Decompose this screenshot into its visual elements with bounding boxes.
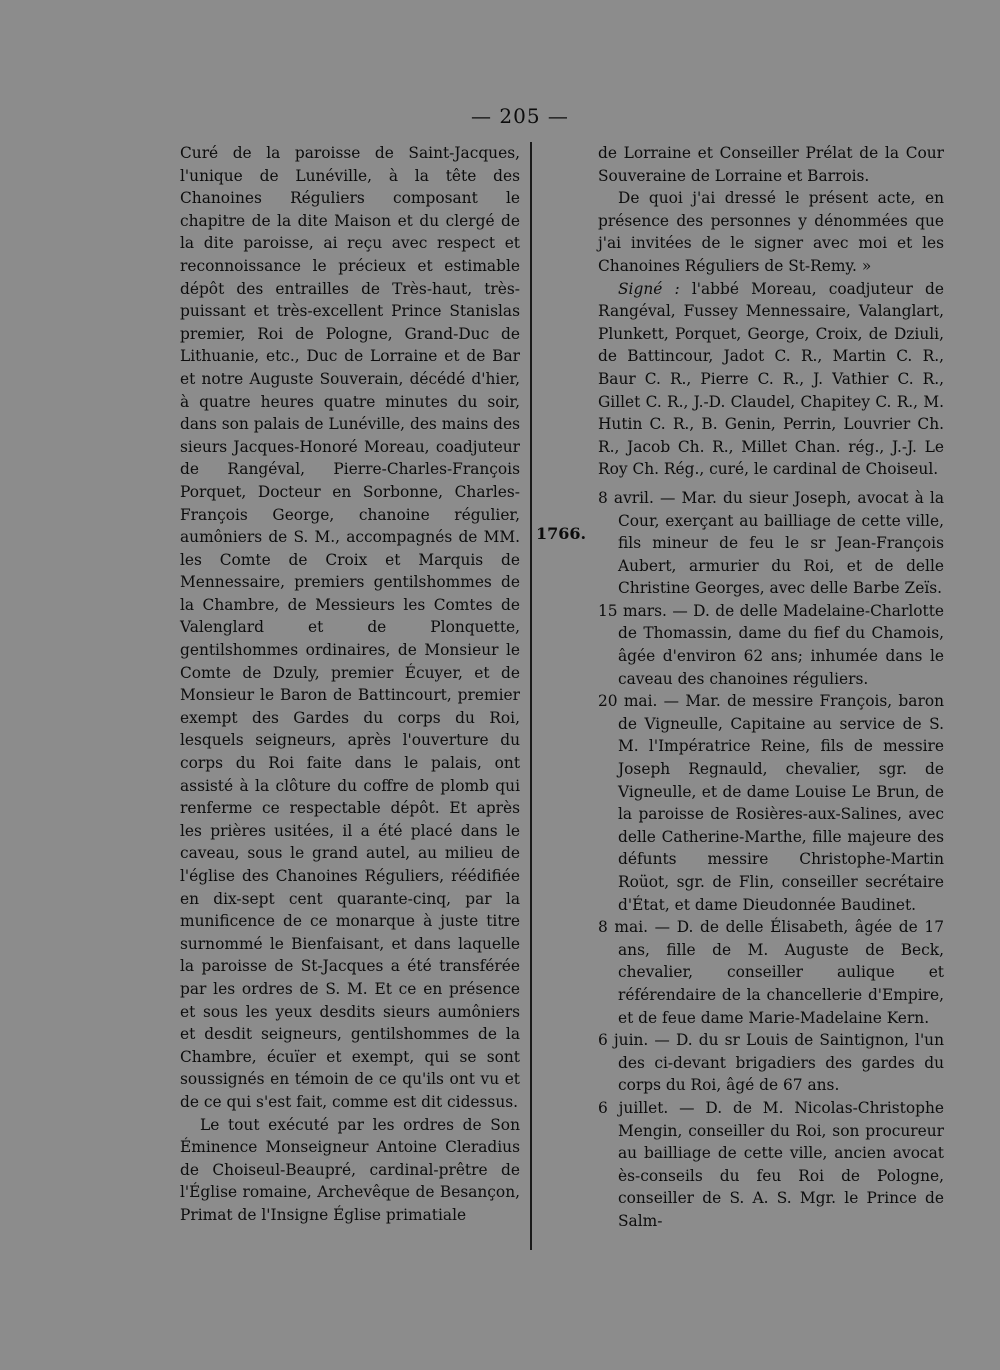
signature-text: l'abbé Moreau, coadjuteur de Rangéval, Fussey Mennessaire, Valanglart, Plunkett, Porquet, George, Croix, de Dziuli, de Battincour, Jadot C. R., Martin C. R., Baur C. R., Pierre C. R., J. Vathier C. R., Gillet C. R., J.-D. Claudel, Chapitey C. R., M. Hutin C. R., B. Genin, Perrin, Louvrier Ch. R., Jacob Ch. R., Millet Chan. rég., J.-J. Le Roy Ch. Rég., curé, le cardinal de Choiseul.: [598, 279, 944, 479]
right-paragraph-1: de Lorraine et Conseiller Prélat de la Cour Souveraine de Lorraine et Barrois.: [598, 144, 944, 185]
entry-5: 6 juin. — D. du sr Louis de Saintignon, l'un des ci-devant brigadiers des gardes du corps du Roi, âgé de 67 ans.: [598, 1031, 944, 1095]
signature-label: Signé :: [618, 279, 680, 298]
page-number: — 205 —: [471, 104, 569, 128]
signature-block: [598, 278, 944, 481]
entry-6: 6 juillet. — D. de M. Nicolas-Christophe Mengin, conseiller du Roi, son procureur au bailliage de cette ville, ancien avocat ès-conseils du feu Roi de Pologne, conseiller de S. A. S. Mgr. le Prince de Salm-: [598, 1098, 944, 1230]
entry-2: 15 mars. — D. de delle Madelaine-Charlotte de Thomassin, dame du fief du Chamois, âgée d'environ 62 ans; inhumée dans le caveau des chanoines réguliers.: [598, 601, 944, 688]
right-paragraph-2: De quoi j'ai dressé le présent acte, en présence des personnes y dénommées que j'ai invitées de le signer avec moi et les Chanoines Réguliers de St-Remy. »: [598, 189, 944, 275]
entry-3: 20 mai. — Mar. de messire François, baron de Vigneulle, Capitaine au service de S. M. l'Impératrice Reine, fils de messire Joseph Regnauld, chevalier, sgr. de Vigneulle, et de dame Louise Le Brun, de la paroisse de Rosières-aux-Salines, avec delle Catherine-Marthe, fille majeure des défunts messire Christophe-Martin Roüot, sgr. de Flin, conseiller secrétaire d'État, et dame Dieudonnée Baudinet.: [598, 692, 944, 914]
left-paragraph-1: Curé de la paroisse de Saint-Jacques, l'unique de Lunéville, à la tête des Chanoines Réguliers composant le chapitre de la dite Maison et du clergé de la dite paroisse, ai reçu avec respect et reconnoissance le précieux et estimable dépôt des entrailles de Très-haut, très-puissant et très-excellent Prince Stanislas premier, Roi de Pologne, Grand-Duc de Lithuanie, etc., Duc de Lorraine et de Bar et notre Auguste Souverain, décédé d'hier, à quatre heures quatre minutes du soir, dans son palais de Lunéville, des mains des sieurs Jacques-Honoré Moreau, coadjuteur de Rangéval, Pierre-Charles-François Porquet, Docteur en Sorbonne, Charles-François George, chanoine régulier, aumôniers de S. M., accompagnés de MM. les Comte de Croix et Marquis de Mennessaire, premiers gentilshommes de la Chambre, de Messieurs les Comtes de Valenglard et de Plonquette, gentilshommes ordinaires, de Monsieur le Comte de Dzuly, premier Écuyer, et de Monsieur le Baron de Battincourt, premier exempt des Gardes du corps du Roi, lesquels seigneurs, après l'ouverture du corps du Roi faite dans le palais, ont assisté à la clôture du coffre de plomb qui renferme ce respectable dépôt. Et après les prières usitées, il a été placé dans le caveau, sous le grand autel, au milieu de l'église des Chanoines Réguliers, réédifiée en dix-sept cent quarante-cinq, par la munificence de ce monarque à juste titre surnommé le Bienfaisant, et dans laquelle la paroisse de St-Jacques a été transférée par les ordres de S. M. Et ce en présence et sous les yeux desdits sieurs aumôniers et desdit seigneurs, gentilshommes de la Chambre, écuïer et exempt, qui se sont soussignés en témoin de ce qu'ils ont vu et de ce qui s'est fait, comme est dit cidessus.: [180, 144, 520, 1111]
left-paragraph-2: Le tout exécuté par les ordres de Son Éminence Monseigneur Antoine Cleradius de Choiseul-Beaupré, cardinal-prêtre de l'Église romaine, Archevêque de Besançon, Primat de l'Insigne Église primatiale: [180, 1115, 520, 1224]
year-marker: 1766.: [536, 524, 587, 543]
left-column: [180, 142, 520, 1227]
entry-4: 8 mai. — D. de delle Élisabeth, âgée de 17 ans, fille de M. Auguste de Beck, chevalier, conseiller aulique et référendaire de la chancellerie d'Empire, et de feue dame Marie-Madelaine Kern.: [598, 918, 944, 1027]
entry-1: 8 avril. — Mar. du sieur Joseph, avocat à la Cour, exerçant au bailliage de cette ville, fils mineur de feu le sr Jean-François Aubert, armurier du Roi, et de delle Christine Georges, avec delle Barbe Zeïs.: [598, 488, 944, 598]
column-divider: [530, 142, 532, 1250]
right-column: [598, 142, 944, 1233]
entries-list: [598, 487, 944, 1233]
